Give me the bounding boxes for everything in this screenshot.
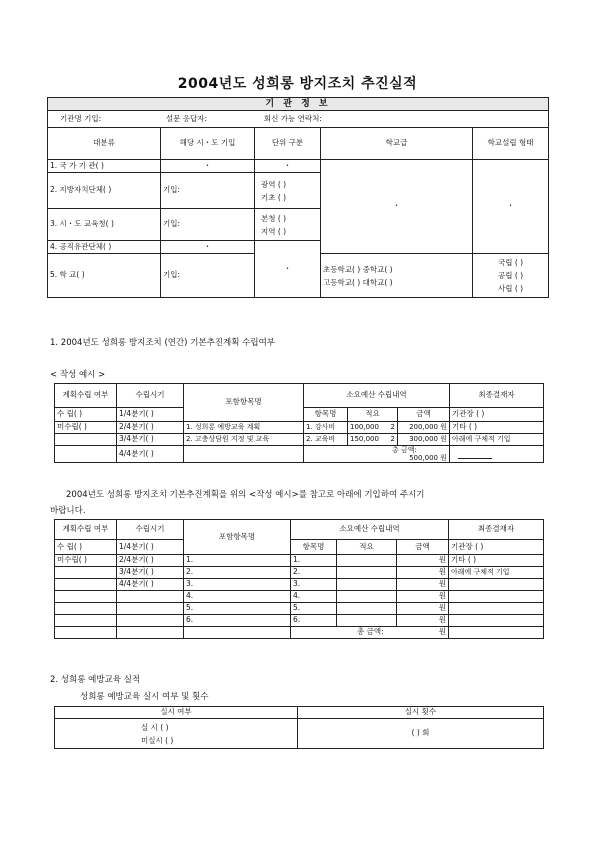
school-level-dot: ・ xyxy=(321,160,473,254)
example-total: 총 금액: 500,000 원 xyxy=(304,446,450,463)
col-approver: 최종결재자 xyxy=(450,384,544,408)
plan-yes-option[interactable]: 수 립( ) xyxy=(55,540,117,555)
budget-desc-input[interactable] xyxy=(337,567,397,579)
instruction-line-2: 바랍니다. xyxy=(50,506,86,516)
budget-amount-input[interactable]: 원 xyxy=(397,579,449,591)
section-2-subheading: 성희롱 예방교육 실시 여부 및 횟수 xyxy=(80,692,209,702)
sub-desc: 적요 xyxy=(337,540,397,555)
education-status-options xyxy=(55,719,298,749)
budget-amount-input[interactable]: 원 xyxy=(397,615,449,627)
school-private-checkbox[interactable]: 사립 ( ) xyxy=(497,284,524,293)
total-amount-input[interactable]: 총 금액: 원 xyxy=(291,627,449,639)
budget-amount-input[interactable]: 원 xyxy=(397,591,449,603)
budget-amount-input[interactable]: 원 xyxy=(397,555,449,567)
region-input-local[interactable]: 기입: xyxy=(161,173,255,209)
plan-input-table xyxy=(54,519,544,639)
unit-education xyxy=(255,209,321,241)
approver-other: 기타 ( ) xyxy=(450,422,544,434)
timing-q1-option[interactable]: 1/4분기( ) xyxy=(117,540,184,555)
approver-detail-input[interactable] xyxy=(449,579,544,591)
school-type-dot: ・ xyxy=(473,160,549,254)
approver-signature-line xyxy=(450,446,544,463)
category-national: 1. 국 가 기 관( ) xyxy=(48,160,161,173)
school-public-checkbox[interactable]: 공립 ( ) xyxy=(497,271,524,280)
item-input[interactable]: 2. xyxy=(184,567,291,579)
budget-desc-input[interactable] xyxy=(337,603,397,615)
example-budget-item: 2. 교육비 xyxy=(304,434,348,446)
region-dot: ・ xyxy=(161,241,255,254)
section-2-heading: 2. 성희롱 예방교육 실적 xyxy=(50,675,141,685)
col-unit: 단위 구분 xyxy=(255,128,321,160)
unit-hq-checkbox[interactable]: 본청 ( ) xyxy=(261,213,287,223)
col-approver: 최종결재자 xyxy=(449,520,544,540)
school-level-row-1[interactable]: 초등학교( ) 중학교( ) xyxy=(323,264,393,274)
budget-desc-input[interactable] xyxy=(337,615,397,627)
budget-desc-input[interactable] xyxy=(337,579,397,591)
example-budget-amount: 300,000 원 xyxy=(398,434,450,446)
school-type-options xyxy=(473,254,549,298)
item-input[interactable]: 1. xyxy=(184,555,291,567)
category-public-org: 4. 공직유관단체( ) xyxy=(48,241,161,254)
school-level-row-2[interactable]: 고등학교( ) 대학교( ) xyxy=(323,277,393,287)
budget-item-input[interactable]: 3. xyxy=(291,579,337,591)
org-name-label: 기관명 기입: xyxy=(60,113,102,123)
approver-detail-input[interactable] xyxy=(449,615,544,627)
category-local-gov: 2. 지방자치단체( ) xyxy=(48,173,161,209)
unit-dot: ・ xyxy=(255,160,321,173)
col-education-status: 실시 여부 xyxy=(55,707,298,719)
example-budget-desc: 100,000 2 xyxy=(348,422,398,434)
budget-desc-input[interactable] xyxy=(337,555,397,567)
plan-no-option[interactable]: 미수립( ) xyxy=(55,555,117,567)
item-input[interactable]: 5. xyxy=(184,603,291,615)
unit-dot: ・ xyxy=(255,241,321,298)
sub-desc: 적요 xyxy=(348,408,398,422)
unit-local xyxy=(255,173,321,209)
budget-amount-input[interactable]: 원 xyxy=(397,567,449,579)
approver-head: 기관장 ( ) xyxy=(450,408,544,422)
example-item: 1. 성희롱 예방교육 계획 xyxy=(184,422,304,434)
sub-amount: 금액 xyxy=(398,408,450,422)
example-label: < 작성 예시 > xyxy=(50,370,106,380)
timing-q2-option[interactable]: 2/4분기( ) xyxy=(117,555,184,567)
instruction-line-1: 2004년도 성희롱 방지조치 기본추진계획을 위의 <작성 예시>를 참고로 아래에 기입하여 주시기 xyxy=(66,490,425,500)
col-region: 해당 시・도 기입 xyxy=(161,128,255,160)
school-national-checkbox[interactable]: 국립 ( ) xyxy=(497,258,524,267)
section-1-heading: 1. 2004년도 성희롱 방지조치 (연간) 기본추진계획 수립여부 xyxy=(50,338,276,348)
timing-q3-option[interactable]: 3/4분기( ) xyxy=(117,567,184,579)
page-title: 2004년도 성희롱 방지조치 추진실적 xyxy=(177,76,418,92)
agency-info-table xyxy=(47,97,549,298)
unit-basic-checkbox[interactable]: 기초 ( ) xyxy=(261,192,287,202)
col-education-count: 실시 횟수 xyxy=(298,707,544,719)
sub-item: 항목명 xyxy=(291,540,337,555)
category-education-office: 3. 시・도 교육청( ) xyxy=(48,209,161,241)
item-input[interactable]: 3. xyxy=(184,579,291,591)
approver-other-option[interactable]: 기타 ( ) xyxy=(449,555,544,567)
col-category: 대분류 xyxy=(48,128,161,160)
education-table xyxy=(54,706,544,749)
education-not-done-option[interactable]: 미실시 ( ) xyxy=(141,735,174,745)
example-plan-table xyxy=(54,383,544,463)
timing-q4: 4/4분기( ) xyxy=(117,446,184,463)
example-budget-amount: 200,000 원 xyxy=(398,422,450,434)
col-items: 포함항목명 xyxy=(184,384,304,422)
timing-q1: 1/4분기( ) xyxy=(117,408,184,422)
unit-regional-checkbox[interactable]: 지역 ( ) xyxy=(261,226,287,236)
col-school-type: 학교설립 형태 xyxy=(473,128,549,160)
sub-item: 항목명 xyxy=(304,408,348,422)
col-school-level: 학교급 xyxy=(321,128,473,160)
agency-header: 기 관 정 보 xyxy=(48,98,549,111)
approver-note: 아래에 구체적 기입 xyxy=(450,434,544,446)
budget-item-input[interactable]: 2. xyxy=(291,567,337,579)
approver-detail-input[interactable] xyxy=(449,591,544,603)
example-item: 2. 고충상담원 지정 및 교육 xyxy=(184,434,304,446)
sub-amount: 금액 xyxy=(397,540,449,555)
plan-yes: 수 립( ) xyxy=(55,408,117,422)
budget-item-input[interactable]: 6. xyxy=(291,615,337,627)
contact-label: 회신 가능 연락처: xyxy=(263,113,322,123)
education-count-input[interactable]: ( ) 회 xyxy=(298,719,544,749)
col-items: 포함항목명 xyxy=(184,520,291,555)
education-done-option[interactable]: 실 시 ( ) xyxy=(141,722,169,732)
budget-item-input[interactable]: 1. xyxy=(291,555,337,567)
timing-q3: 3/4분기( ) xyxy=(117,434,184,446)
col-plan-status: 계획수립 여부 xyxy=(55,520,117,540)
col-timing: 수립시기 xyxy=(117,384,184,408)
unit-metro-checkbox[interactable]: 광역 ( ) xyxy=(261,179,287,189)
col-budget: 소요예산 수립내역 xyxy=(304,384,450,408)
plan-no: 미수립( ) xyxy=(55,422,117,434)
col-plan-status: 계획수립 여부 xyxy=(55,384,117,408)
item-input[interactable]: 4. xyxy=(184,591,291,603)
approver-detail-input[interactable] xyxy=(449,603,544,615)
budget-amount-input[interactable]: 원 xyxy=(397,603,449,615)
approver-head-option[interactable]: 기관장 ( ) xyxy=(449,540,544,555)
category-school: 5. 학 교( ) xyxy=(48,254,161,298)
budget-item-input[interactable]: 4. xyxy=(291,591,337,603)
school-level-options xyxy=(321,254,473,298)
respondent-label: 설문 응답자: xyxy=(165,113,208,123)
budget-desc-input[interactable] xyxy=(337,591,397,603)
agency-fields xyxy=(48,111,549,128)
region-input-school[interactable]: 기입: xyxy=(161,254,255,298)
approver-note: 아래에 구체적 기입 xyxy=(449,567,544,579)
region-dot: ・ xyxy=(161,160,255,173)
example-budget-desc: 150,000 2 xyxy=(348,434,398,446)
col-budget: 소요예산 수립내역 xyxy=(291,520,449,540)
col-timing: 수립시기 xyxy=(117,520,184,540)
item-input[interactable]: 6. xyxy=(184,615,291,627)
example-budget-item: 1. 강사비 xyxy=(304,422,348,434)
timing-q2: 2/4분기( ) xyxy=(117,422,184,434)
timing-q4-option[interactable]: 4/4분기( ) xyxy=(117,579,184,591)
budget-item-input[interactable]: 5. xyxy=(291,603,337,615)
region-input-education[interactable]: 기입: xyxy=(161,209,255,241)
